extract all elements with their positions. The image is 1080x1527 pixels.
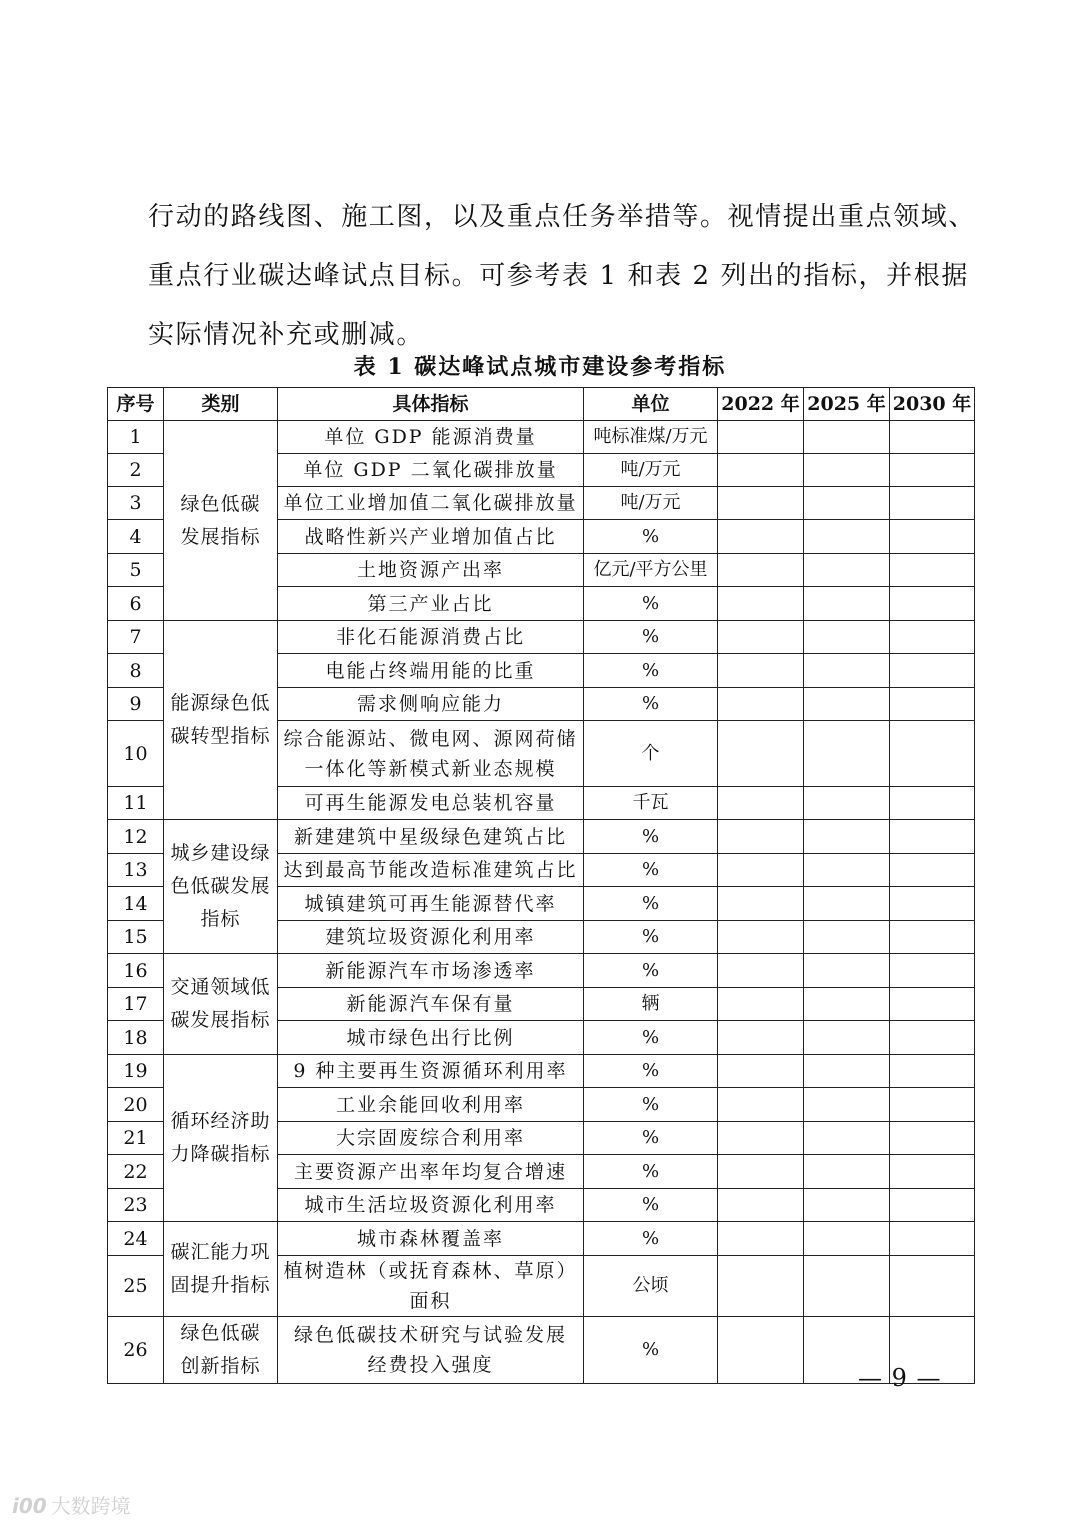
table-row [108,820,975,854]
value-cell-2025 [804,621,890,654]
row-number: 19 [108,1055,164,1088]
value-cell-2030 [890,954,975,988]
row-number: 21 [108,1122,164,1155]
unit-cell: 个 [584,721,718,787]
indicator-cell: 第三产业占比 [278,587,584,621]
value-cell-2022 [718,554,804,587]
value-cell-2022 [718,1088,804,1122]
row-number: 7 [108,621,164,654]
row-number: 3 [108,487,164,520]
value-cell-2022 [718,1055,804,1088]
header-cell-2025: 2025 年 [804,388,890,421]
watermark [12,1490,131,1519]
row-number: 9 [108,688,164,721]
value-cell-2030 [890,721,975,787]
unit-cell: 千瓦 [584,787,718,820]
value-cell-2022 [718,1021,804,1055]
category-line: 能源绿色低 [170,692,271,714]
header-cell-indicator: 具体指标 [278,388,584,421]
header-cell-category: 类别 [164,388,278,421]
header-cell-unit: 单位 [584,388,718,421]
value-cell-2025 [804,1055,890,1088]
watermark-text: 大数跨境 [50,1494,131,1518]
indicator-cell: 建筑垃圾资源化利用率 [278,921,584,954]
indicator-line: 综合能源站、微电网、源网荷储 [283,727,578,750]
indicator-cell: 可再生能源发电总装机容量 [278,787,584,820]
value-cell-2030 [890,587,975,621]
table-row [108,421,975,454]
row-number: 12 [108,820,164,854]
unit-cell: % [584,520,718,554]
value-cell-2022 [718,921,804,954]
value-cell-2030 [890,854,975,887]
unit-cell: % [584,887,718,921]
table-body [108,421,975,1384]
value-cell-2025 [804,520,890,554]
indicator-cell: 城镇建筑可再生能源替代率 [278,887,584,921]
value-cell-2025 [804,1155,890,1189]
value-cell-2022 [718,854,804,887]
indicator-table [107,387,975,1384]
value-cell-2030 [890,688,975,721]
unit-cell: % [584,1088,718,1122]
category-cell [164,1222,278,1317]
value-cell-2022 [718,1256,804,1317]
value-cell-2022 [718,621,804,654]
category-line: 绿色低碳 [180,492,261,515]
category-line: 力降碳指标 [170,1143,271,1165]
value-cell-2025 [804,587,890,621]
category-line: 创新指标 [180,1355,261,1377]
row-number: 20 [108,1088,164,1122]
indicator-cell: 新能源汽车市场渗透率 [278,954,584,988]
category-cell [164,1317,278,1384]
unit-cell: % [584,954,718,988]
row-number: 14 [108,887,164,921]
table-row [108,954,975,988]
category-cell [164,621,278,820]
header-cell-2022: 2022 年 [718,388,804,421]
row-number: 5 [108,554,164,587]
indicator-cell: 土地资源产出率 [278,554,584,587]
indicator-cell: 电能占终端用能的比重 [278,654,584,688]
header-cell-2030: 2030 年 [890,388,975,421]
row-number: 2 [108,454,164,487]
value-cell-2030 [890,1122,975,1155]
header-row [108,388,975,421]
value-cell-2030 [890,421,975,454]
value-cell-2030 [890,887,975,921]
row-number: 16 [108,954,164,988]
value-cell-2030 [890,1055,975,1088]
unit-cell: 吨/万元 [584,454,718,487]
indicator-line: 一体化等新模式新业态规模 [304,757,557,780]
value-cell-2022 [718,887,804,921]
value-cell-2030 [890,554,975,587]
value-cell-2030 [890,520,975,554]
table-row [108,621,975,654]
indicator-cell: 城市绿色出行比例 [278,1021,584,1055]
value-cell-2030 [890,921,975,954]
row-number: 25 [108,1256,164,1317]
value-cell-2030 [890,1222,975,1256]
value-cell-2025 [804,921,890,954]
category-line: 城乡建设绿 [170,842,271,864]
unit-cell: % [584,587,718,621]
unit-cell: % [584,1055,718,1088]
row-number: 23 [108,1189,164,1222]
value-cell-2025 [804,1021,890,1055]
indicator-cell: 城市森林覆盖率 [278,1222,584,1256]
unit-cell: % [584,820,718,854]
unit-cell: 吨/万元 [584,487,718,520]
value-cell-2022 [718,487,804,520]
value-cell-2022 [718,520,804,554]
value-cell-2025 [804,721,890,787]
value-cell-2025 [804,820,890,854]
category-line: 交通领域低 [170,976,271,998]
row-number: 11 [108,787,164,820]
value-cell-2025 [804,954,890,988]
value-cell-2022 [718,1155,804,1189]
value-cell-2030 [890,1256,975,1317]
indicator-cell: 城市生活垃圾资源化利用率 [278,1189,584,1222]
value-cell-2025 [804,887,890,921]
category-line: 指标 [200,908,241,930]
indicator-cell [278,1317,584,1384]
unit-cell: 亿元/平方公里 [584,554,718,587]
value-cell-2025 [804,854,890,887]
unit-cell: % [584,1021,718,1055]
value-cell-2022 [718,654,804,688]
value-cell-2022 [718,688,804,721]
value-cell-2022 [718,820,804,854]
indicator-cell: 单位工业增加值二氧化碳排放量 [278,487,584,520]
indicator-cell: 单位 GDP 能源消费量 [278,421,584,454]
category-cell [164,1055,278,1222]
row-number: 26 [108,1317,164,1384]
category-line: 发展指标 [180,525,261,548]
value-cell-2030 [890,487,975,520]
header-cell-no: 序号 [108,388,164,421]
value-cell-2025 [804,554,890,587]
value-cell-2025 [804,1189,890,1222]
value-cell-2030 [890,1021,975,1055]
row-number: 1 [108,421,164,454]
row-number: 24 [108,1222,164,1256]
value-cell-2022 [718,954,804,988]
indicator-cell: 单位 GDP 二氧化碳排放量 [278,454,584,487]
row-number: 15 [108,921,164,954]
value-cell-2025 [804,487,890,520]
value-cell-2030 [890,454,975,487]
category-line: 碳转型指标 [170,725,271,747]
unit-cell: % [584,654,718,688]
row-number: 18 [108,1021,164,1055]
value-cell-2022 [718,1317,804,1384]
indicator-line: 经费投入强度 [367,1354,494,1376]
indicator-cell: 主要资源产出率年均复合增速 [278,1155,584,1189]
unit-cell: % [584,1222,718,1256]
value-cell-2030 [890,820,975,854]
row-number: 13 [108,854,164,887]
indicator-cell: 新能源汽车保有量 [278,988,584,1021]
category-line: 固提升指标 [170,1274,271,1296]
row-number: 6 [108,587,164,621]
row-number: 17 [108,988,164,1021]
category-line: 碳汇能力巩 [170,1241,271,1263]
value-cell-2025 [804,1122,890,1155]
value-cell-2025 [804,421,890,454]
row-number: 8 [108,654,164,688]
value-cell-2025 [804,688,890,721]
indicator-line: 绿色低碳技术研究与试验发展 [293,1324,567,1346]
unit-cell: % [584,921,718,954]
unit-cell: % [584,1317,718,1384]
unit-cell: % [584,1189,718,1222]
category-cell [164,421,278,621]
indicator-cell: 工业余能回收利用率 [278,1088,584,1122]
table-row [108,1222,975,1256]
indicator-cell: 9 种主要再生资源循环利用率 [278,1055,584,1088]
value-cell-2030 [890,787,975,820]
value-cell-2022 [718,787,804,820]
indicator-cell [278,721,584,787]
paragraph-line: 实际情况补充或删减。 [148,320,425,350]
value-cell-2025 [804,454,890,487]
table-row [108,1317,975,1384]
category-cell [164,820,278,954]
value-cell-2022 [718,1122,804,1155]
indicator-cell: 达到最高节能改造标准建筑占比 [278,854,584,887]
value-cell-2022 [718,721,804,787]
value-cell-2030 [890,1189,975,1222]
indicator-cell: 植树造林（或抚育森林、草原）面积 [278,1256,584,1317]
indicator-cell: 非化石能源消费占比 [278,621,584,654]
category-line: 碳发展指标 [170,1009,271,1031]
value-cell-2022 [718,454,804,487]
row-number: 10 [108,721,164,787]
unit-cell: % [584,688,718,721]
value-cell-2025 [804,1088,890,1122]
indicator-cell: 需求侧响应能力 [278,688,584,721]
value-cell-2022 [718,587,804,621]
value-cell-2025 [804,988,890,1021]
indicator-cell: 新建建筑中星级绿色建筑占比 [278,820,584,854]
value-cell-2030 [890,988,975,1021]
unit-cell: % [584,621,718,654]
value-cell-2025 [804,1222,890,1256]
unit-cell: 辆 [584,988,718,1021]
value-cell-2030 [890,621,975,654]
unit-cell: 公顷 [584,1256,718,1317]
row-number: 4 [108,520,164,554]
value-cell-2022 [718,1189,804,1222]
unit-cell: % [584,854,718,887]
category-line: 色低碳发展 [170,875,271,897]
value-cell-2022 [718,988,804,1021]
category-cell [164,954,278,1055]
watermark-logo: i00 [12,1494,47,1518]
indicator-cell: 战略性新兴产业增加值占比 [278,520,584,554]
value-cell-2030 [890,1155,975,1189]
paragraph-line: 重点行业碳达峰试点目标。可参考表 1 和表 2 列出的指标，并根据 [148,261,969,291]
value-cell-2022 [718,1222,804,1256]
value-cell-2022 [718,421,804,454]
indicator-cell: 大宗固废综合利用率 [278,1122,584,1155]
unit-cell: 吨标准煤/万元 [584,421,718,454]
table-title: 表 1 碳达峰试点城市建设参考指标 [353,354,727,380]
value-cell-2025 [804,1256,890,1317]
unit-cell: % [584,1122,718,1155]
category-line: 循环经济助 [170,1110,271,1132]
value-cell-2030 [890,1088,975,1122]
unit-cell: % [584,1155,718,1189]
page-number: — 9 — [858,1364,942,1392]
value-cell-2030 [890,654,975,688]
body-paragraph [148,188,977,365]
value-cell-2025 [804,787,890,820]
table-row [108,1055,975,1088]
row-number: 22 [108,1155,164,1189]
value-cell-2025 [804,654,890,688]
category-line: 绿色低碳 [180,1322,261,1344]
paragraph-line: 行动的路线图、施工图，以及重点任务举措等。视情提出重点领域、 [148,202,977,232]
